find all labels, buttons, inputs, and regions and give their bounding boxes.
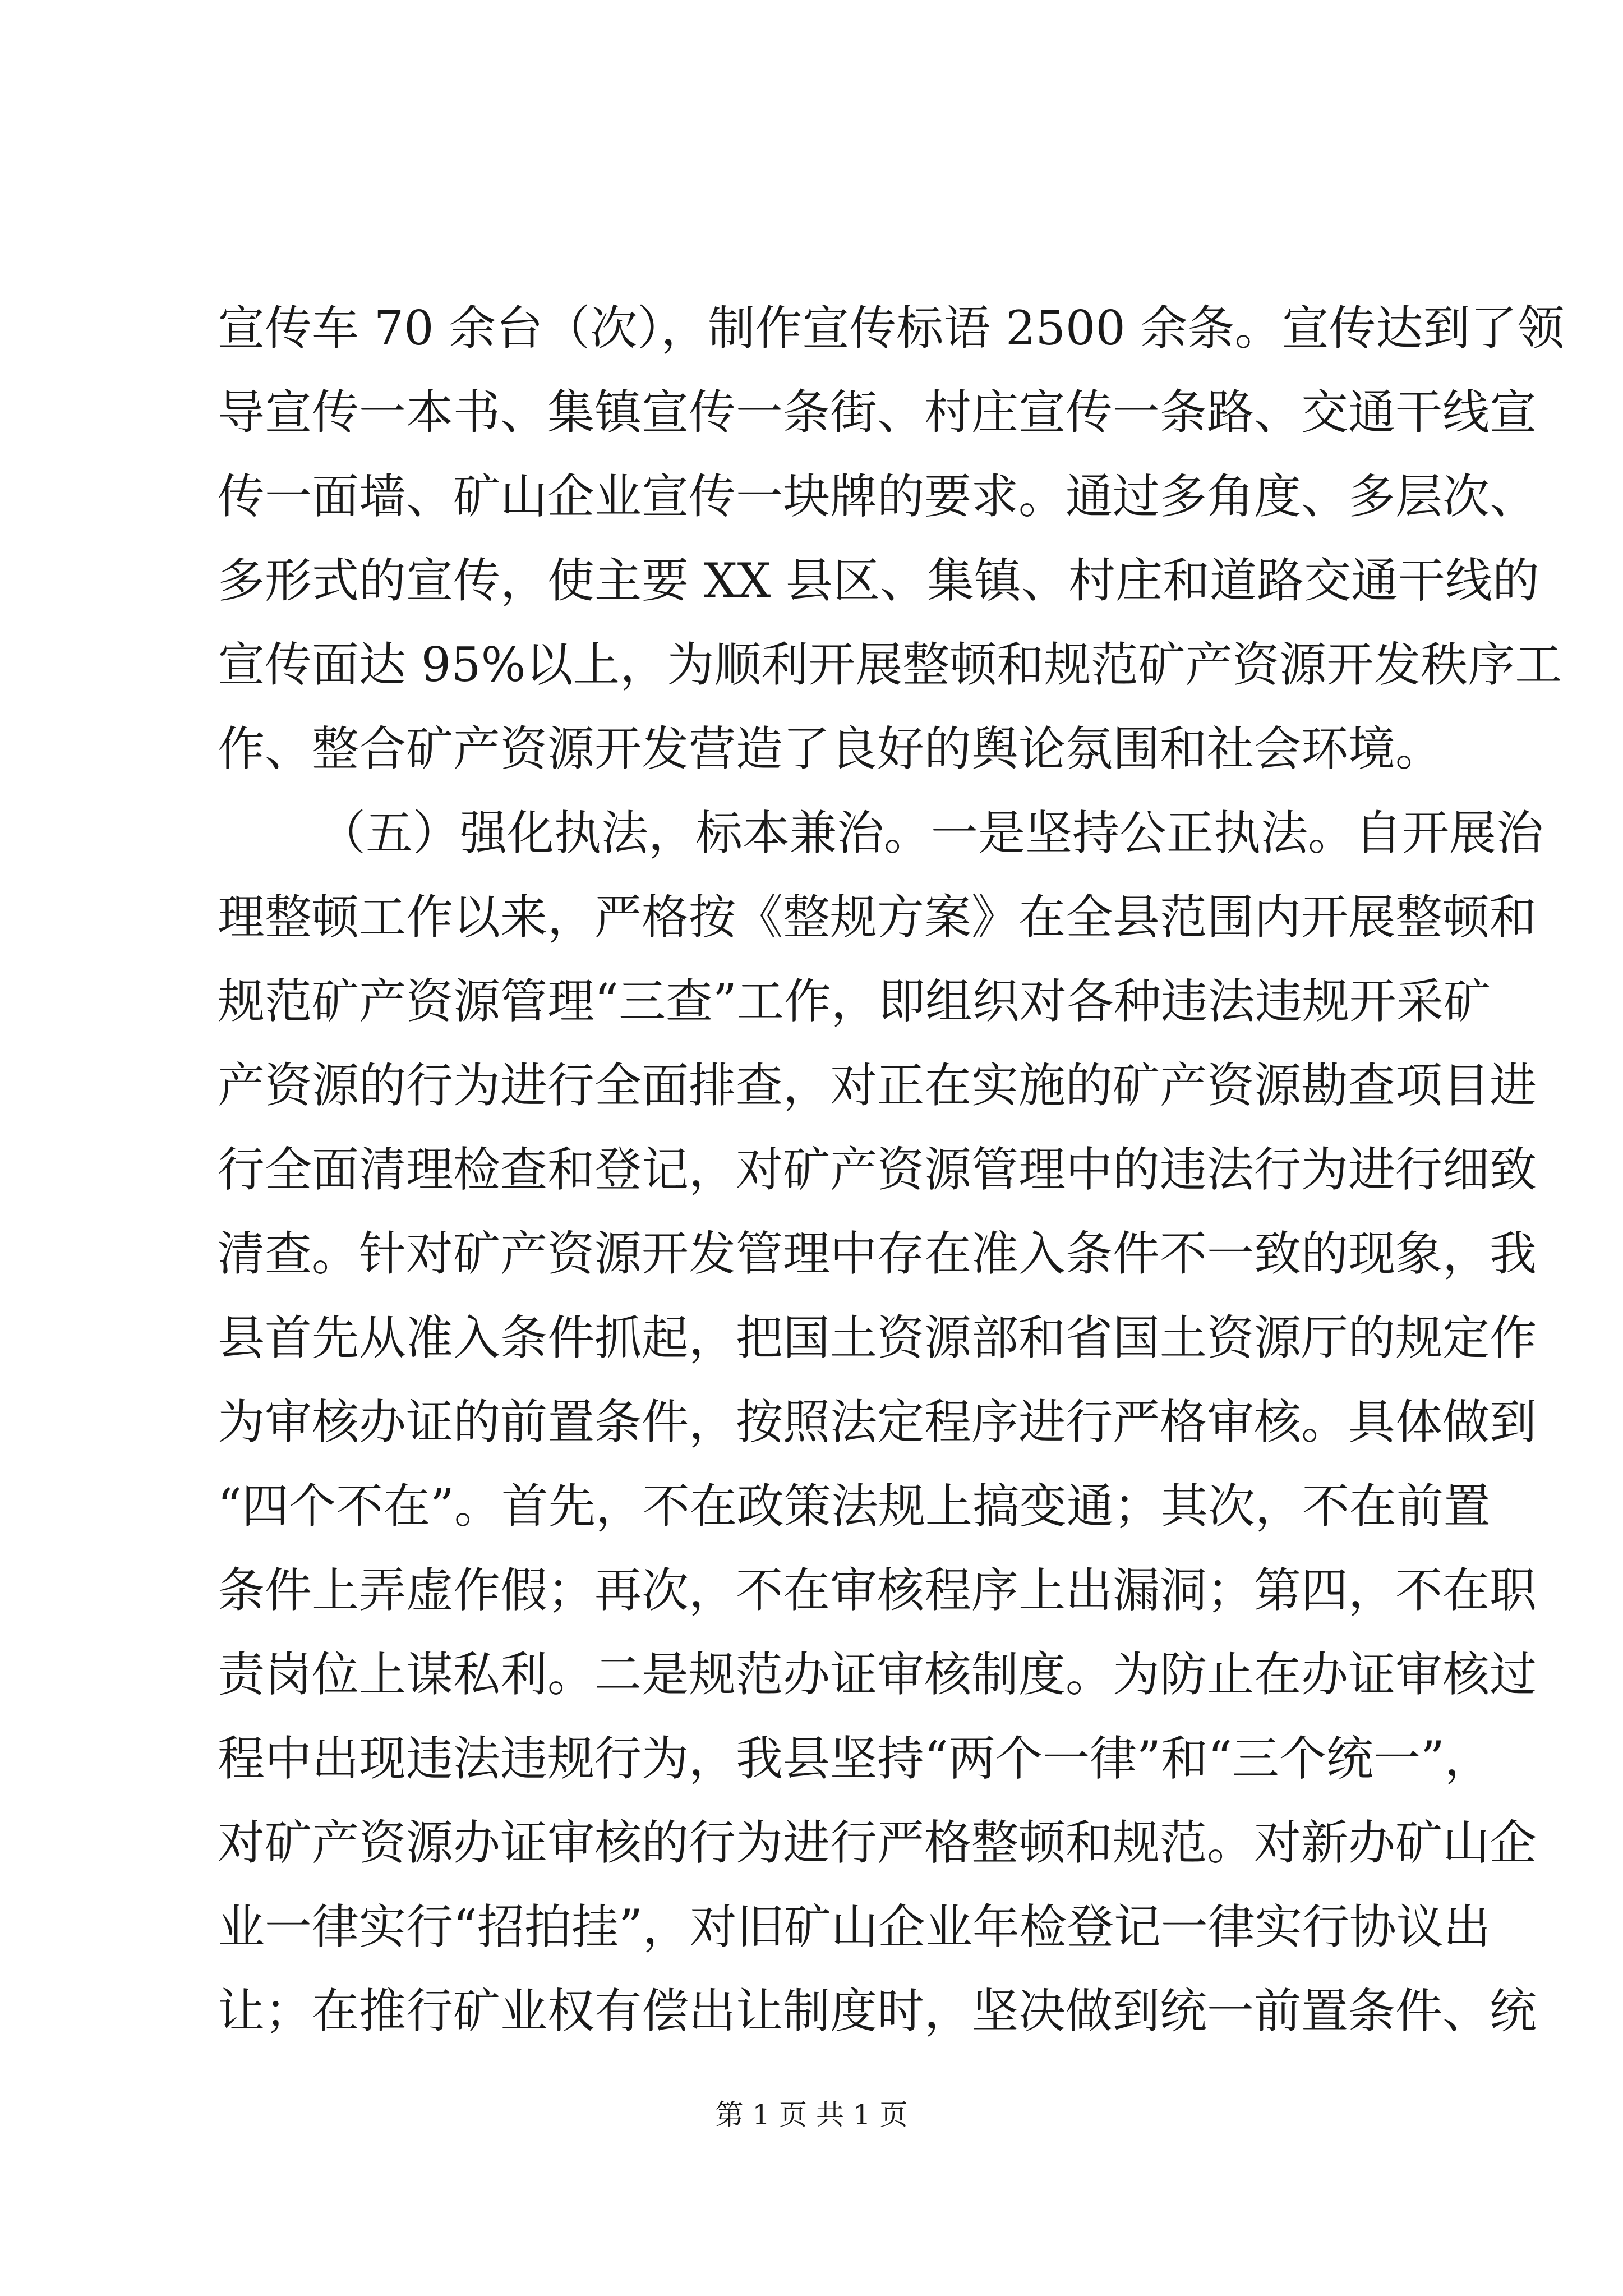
paragraph-line: “四个不在”。首先，不在政策法规上搞变通；其次，不在前置	[218, 1479, 1491, 1534]
paragraph-line: 清查。针对矿产资源开发管理中存在准入条件不一致的现象，我	[218, 1226, 1537, 1281]
paragraph-line: 产资源的行为进行全面排查，对正在实施的矿产资源勘查项目进	[218, 1058, 1537, 1113]
paragraph-line: 导宣传一本书、集镇宣传一条街、村庄宣传一条路、交通干线宣	[218, 385, 1537, 440]
paragraph-line: 多形式的宣传，使主要 XX 县区、集镇、村庄和道路交通干线的	[218, 553, 1540, 608]
paragraph-line: 传一面墙、矿山企业宣传一块牌的要求。通过多角度、多层次、	[218, 469, 1537, 524]
paragraph-line: 宣传面达 95%以上，为顺利开展整顿和规范矿产资源开发秩序工	[218, 637, 1562, 692]
paragraph-line: 责岗位上谋私利。二是规范办证审核制度。为防止在办证审核过	[218, 1647, 1537, 1702]
paragraph-line: 宣传车 70 余台（次），制作宣传标语 2500 余条。宣传达到了领	[218, 301, 1565, 356]
paragraph-line: 作、整合矿产资源开发营造了良好的舆论氛围和社会环境。	[218, 721, 1443, 776]
paragraph-line: （五）强化执法，标本兼治。一是坚持公正执法。自开展治	[319, 806, 1544, 861]
page-footer: 第 1 页 共 1 页	[715, 2099, 908, 2131]
paragraph-line: 县首先从准入条件抓起，把国土资源部和省国土资源厅的规定作	[218, 1310, 1537, 1365]
paragraph-line: 对矿产资源办证审核的行为进行严格整顿和规范。对新办矿山企	[218, 1815, 1537, 1870]
paragraph-line: 业一律实行“招拍挂”，对旧矿山企业年检登记一律实行协议出	[218, 1899, 1491, 1954]
paragraph-line: 为审核办证的前置条件，按照法定程序进行严格审核。具体做到	[218, 1395, 1537, 1450]
paragraph-line: 理整顿工作以来，严格按《整规方案》在全县范围内开展整顿和	[218, 890, 1537, 945]
paragraph-line: 程中出现违法违规行为，我县坚持“两个一律”和“三个统一”，	[218, 1731, 1492, 1786]
paragraph-line: 条件上弄虚作假；再次，不在审核程序上出漏洞；第四，不在职	[218, 1563, 1537, 1618]
paragraph-line: 规范矿产资源管理“三查”工作，即组织对各种违法违规开采矿	[218, 974, 1491, 1029]
paragraph-line: 让；在推行矿业权有偿出让制度时，坚决做到统一前置条件、统	[218, 1984, 1537, 2039]
paragraph-line: 行全面清理检查和登记，对矿产资源管理中的违法行为进行细致	[218, 1142, 1537, 1197]
